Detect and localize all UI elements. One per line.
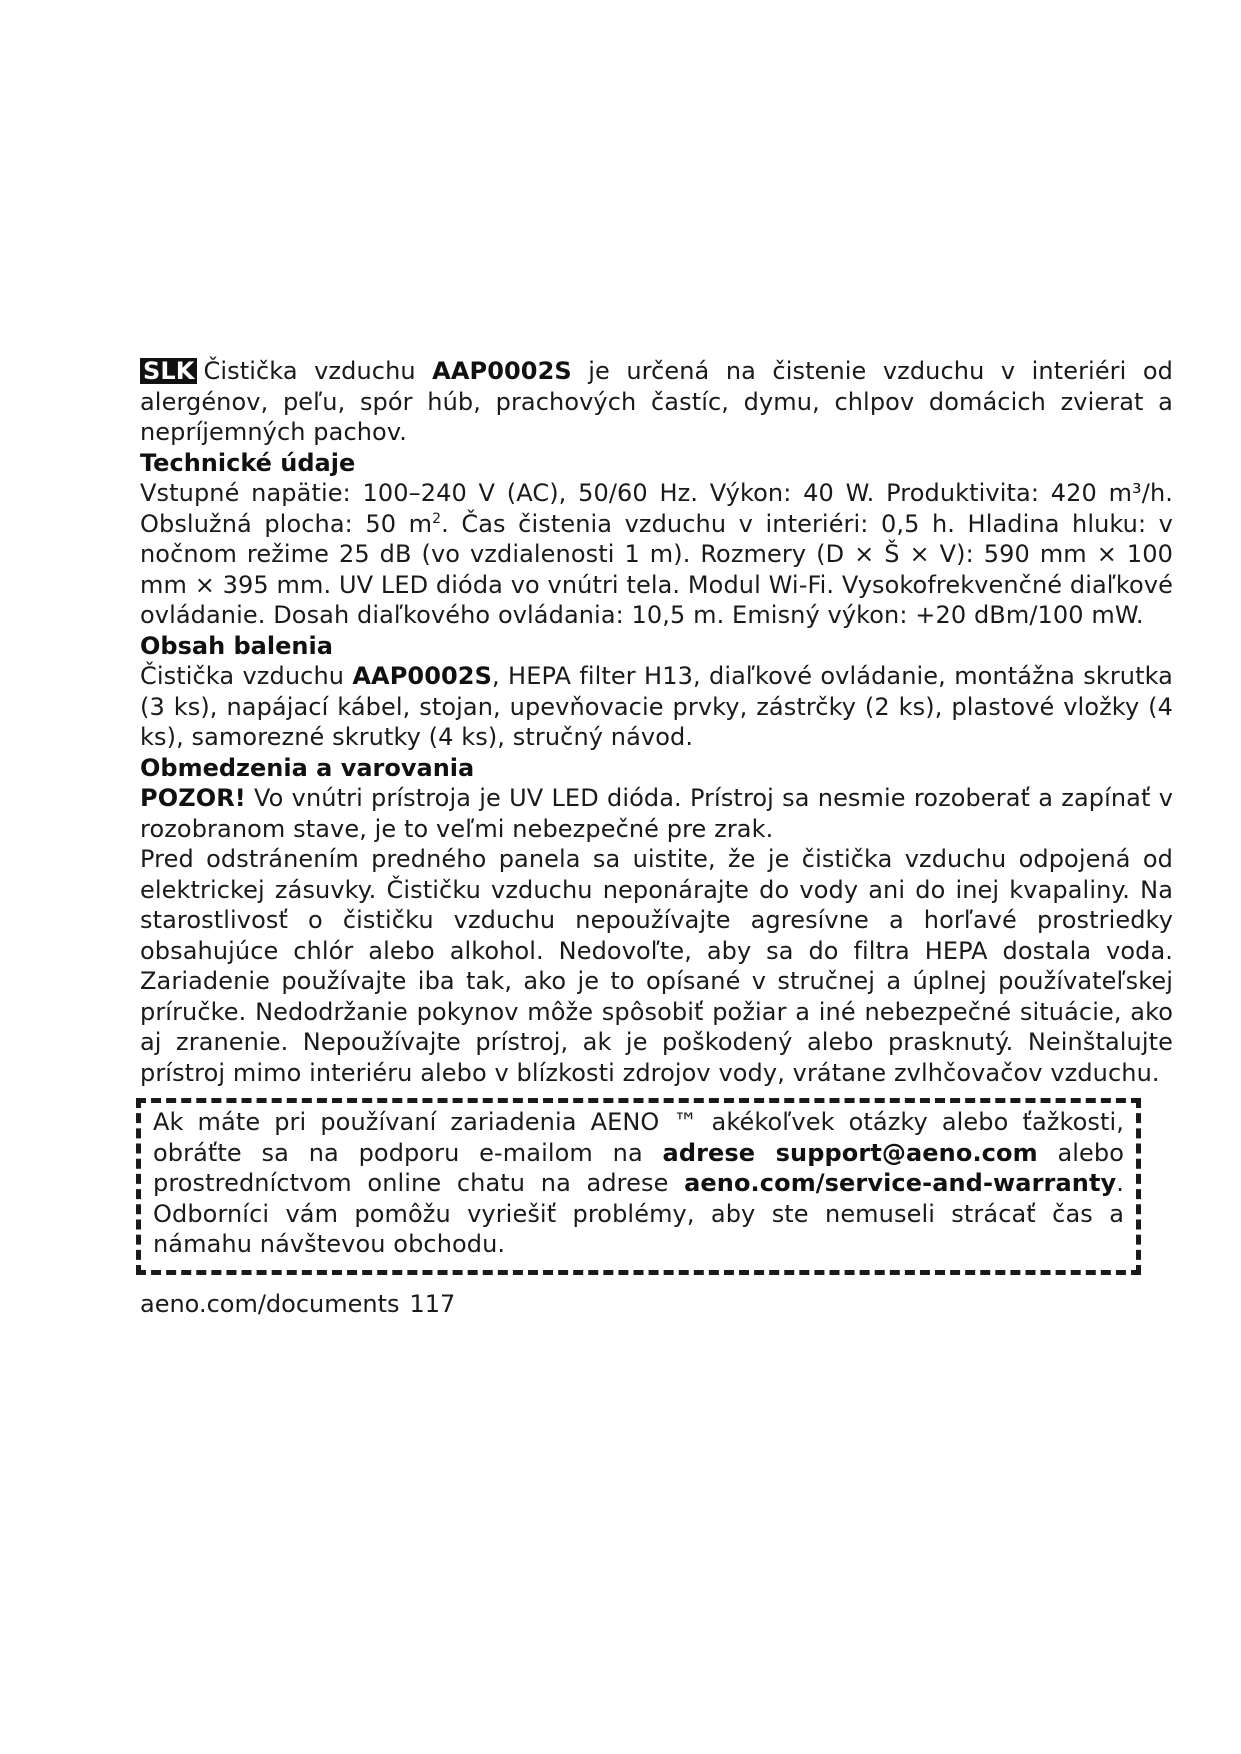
support-email[interactable]: adrese support@aeno.com	[662, 1138, 1038, 1167]
warning-text: Vo vnútri prístroja je UV LED dióda. Prístroj sa nesmie rozoberať a zapínať v rozobranom stave, je to veľmi nebezpečné pre zrak.	[140, 784, 1173, 843]
model-name: AAP0002S	[432, 357, 572, 385]
warning-paragraph	[140, 783, 1173, 844]
tech-text-start: Vstupné napätie: 100–240 V (AC), 50/60 Hz. Výkon: 40 W. Produktivita: 420 m³/h. Obslužná plocha: 50 m	[140, 479, 1173, 538]
support-url[interactable]: aeno.com/service-and-warranty	[684, 1169, 1117, 1197]
warning-alert: POZOR!	[140, 784, 246, 812]
page-number: 117	[409, 1289, 456, 1318]
tech-heading: Technické údaje	[140, 448, 356, 477]
tech-paragraph	[140, 478, 1173, 631]
warnings-heading: Obmedzenia a varovania	[140, 753, 475, 782]
intro-text-end: je určená na čistenie vzduchu v interiéri od alergénov, peľu, spór húb, prachových častíc, dymu, chlpov domácich zvierat a nepríjemných pachov.	[140, 357, 1173, 446]
safety-paragraph: Pred odstránením predného panela sa uistite, že je čistička vzduchu odpojená od elektrickej zásuvky. Čističku vzduchu neponárajte do vody ani do inej kvapaliny. Na starostlivosť o čističku vzduchu nepoužívajte agresívne a horľavé prostriedky obsahujúce chlór alebo alkohol. Nedovoľte, aby sa do filtra HEPA dostala voda. Zariadenie používajte iba tak, ako je to opísané v stručnej a úplnej používateľskej príručke. Nedodržanie pokynov môže spôsobiť požiar a iné nebezpečné situácie, ako aj zranenie. Nepoužívajte prístroj, ak je poškodený alebo prasknutý. Neinštalujte prístroj mimo interiéru alebo v blízkosti zdrojov vody, vrátane zvlhčovačov vzduchu.	[140, 845, 1173, 1087]
support-text-middle: alebo prostredníctvom online chatu na adrese	[153, 1138, 1125, 1197]
package-text-start: Čistička vzduchu	[140, 662, 353, 690]
package-paragraph	[140, 661, 1173, 753]
language-badge: SLK	[140, 358, 197, 384]
package-model-name: AAP0002S	[352, 662, 492, 690]
manual-page	[140, 356, 1173, 1319]
tech-text-end: . Čas čistenia vzduchu v interiéri: 0,5 h. Hladina hluku: v nočnom režime 25 dB (vo vzdialenosti 1 m). Rozmery (D × Š × V): 590 mm × 100 mm × 395 mm. UV LED dióda vo vnútri tela. Modul Wi-Fi. Vysokofrekvenčné diaľkové ovládanie. Dosah diaľkového ovládania: 10,5 m. Emisný výkon: +20 dBm/100 mW.	[140, 509, 1173, 629]
support-text-start: Ak máte pri používaní zariadenia AENO ™ akékoľvek otázky alebo ťažkosti, obráťte sa na podporu e-mailom na	[153, 1108, 1124, 1167]
tech-superscript: 2	[432, 510, 442, 527]
support-notice-box	[136, 1098, 1141, 1275]
package-heading: Obsah balenia	[140, 631, 333, 660]
support-text-end: . Odborníci vám pomôžu vyriešiť problémy, aby ste nemuseli strácať čas a námahu návštevou obchodu.	[153, 1169, 1124, 1258]
intro-text-start: Čistička vzduchu	[203, 357, 433, 385]
page-footer	[140, 1289, 1173, 1319]
documents-link[interactable]: aeno.com/documents	[140, 1289, 400, 1318]
intro-paragraph	[140, 356, 1173, 448]
support-paragraph	[153, 1107, 1124, 1260]
package-text-end: , HEPA filter H13, diaľkové ovládanie, montážna skrutka (3 ks), napájací kábel, stojan, upevňovacie prvky, zástrčky (2 ks), plastové vložky (4 ks), samorezné skrutky (4 ks), stručný návod.	[140, 662, 1173, 751]
